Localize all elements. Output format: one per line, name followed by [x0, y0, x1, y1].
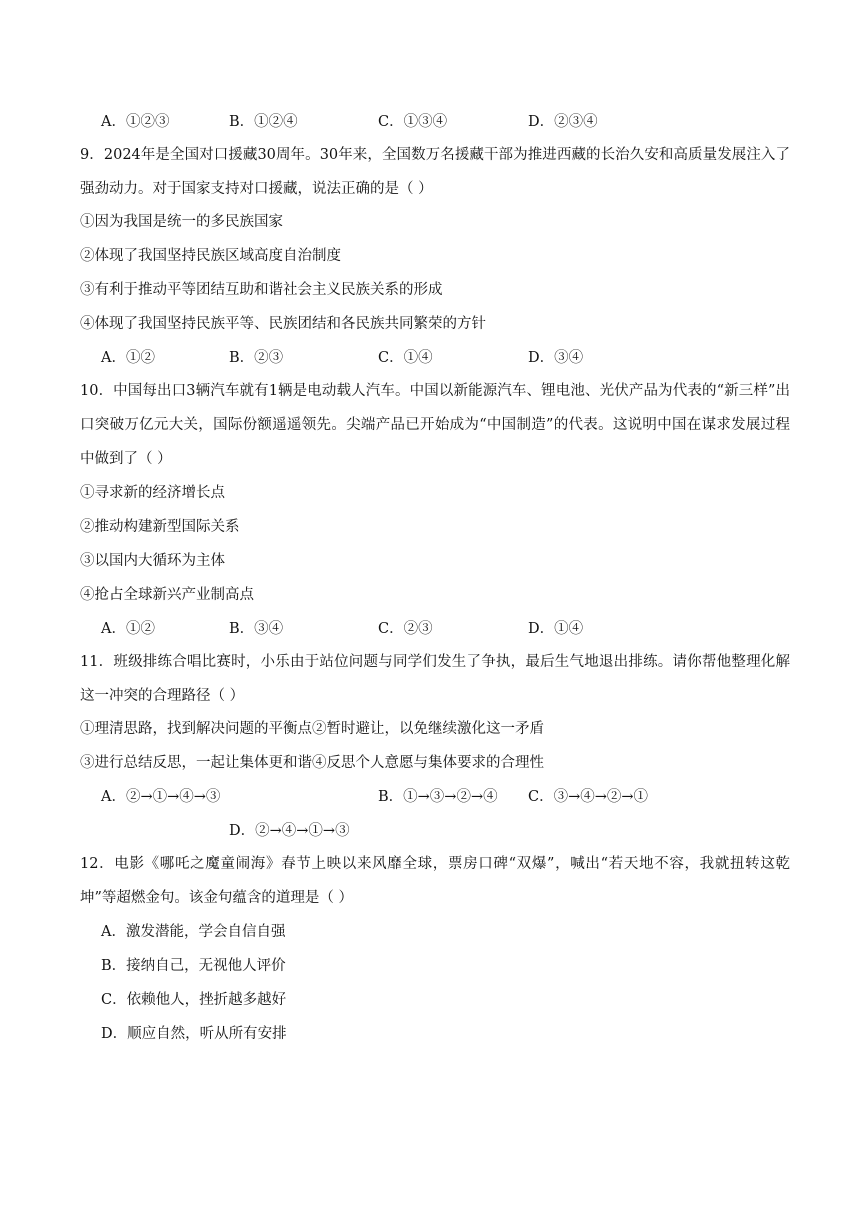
q11-item-line-1: ①理清思路，找到解决问题的平衡点②暂时避让，以免继续激化这一矛盾: [80, 721, 544, 737]
q11-option-d: D．②→④→①→③: [229, 823, 350, 839]
q12-option-a: A．激发潜能，学会自信自强: [101, 924, 286, 940]
q8-option-b: B．①②④: [229, 114, 298, 130]
q12-option-d: D．顺应自然，听从所有安排: [101, 1026, 287, 1042]
q11-item-line-2: ③进行总结反思，一起让集体更和谐④反思个人意愿与集体要求的合理性: [80, 755, 544, 771]
q9-item-2: ②体现了我国坚持民族区域高度自治制度: [80, 248, 341, 264]
q12-option-c: C．依赖他人，挫折越多越好: [101, 992, 287, 1008]
q10-option-b: B．③④: [229, 621, 284, 637]
q10-item-4: ④抢占全球新兴产业制高点: [80, 587, 254, 603]
q11-option-c: C．③→④→②→①: [528, 789, 649, 805]
q9-item-3: ③有利于推动平等团结互助和谐社会主义民族关系的形成: [80, 282, 443, 298]
q10-item-1: ①寻求新的经济增长点: [80, 485, 225, 501]
q12-stem: 12．电影《哪吒之魔童闹海》春节上映以来风靡全球，票房口碑“双爆”，喊出“若天地不容，我就扭转这乾坤”等超燃金句。该金句蕴含的道理是（ ）: [80, 856, 790, 906]
q9-stem: 9．2024年是全国对口援藏30周年。30年来，全国数万名援藏干部为推进西藏的长治久安和高质量发展注入了强劲动力。对于国家支持对口援藏，说法正确的是（ ）: [80, 147, 790, 197]
q9-option-b: B．②③: [229, 350, 284, 366]
q8-option-c: C．①③④: [378, 114, 448, 130]
q10-item-3: ③以国内大循环为主体: [80, 553, 225, 569]
q10-option-c: C．②③: [378, 621, 433, 637]
q10-option-d: D．①④: [528, 621, 584, 637]
q10-stem: 10．中国每出口3辆汽车就有1辆是电动载人汽车。中国以新能源汽车、锂电池、光伏产品为代表的“新三样”出口突破万亿元大关，国际份额遥遥领先。尖端产品已开始成为“中国制造”的代表。这说明中国在谋求发展过程中做到了（ ）: [80, 383, 790, 467]
q10-item-2: ②推动构建新型国际关系: [80, 519, 240, 535]
q10-option-a: A．①②: [101, 621, 155, 637]
q11-option-a: A．②→①→④→③: [101, 789, 221, 805]
q9-option-c: C．①④: [378, 350, 433, 366]
q9-option-a: A．①②: [101, 350, 155, 366]
q9-option-d: D．③④: [528, 350, 584, 366]
q11-stem: 11．班级排练合唱比赛时，小乐由于站位问题与同学们发生了争执，最后生气地退出排练。请你帮他整理化解这一冲突的合理路径（ ）: [80, 654, 790, 704]
q8-option-d: D．②③④: [528, 114, 598, 130]
q12-option-b: B．接纳自己，无视他人评价: [101, 958, 286, 974]
q11-option-b: B．①→③→②→④: [378, 789, 498, 805]
q9-item-4: ④体现了我国坚持民族平等、民族团结和各民族共同繁荣的方针: [80, 316, 486, 332]
q8-option-a: A．①②③: [101, 114, 170, 130]
q9-item-1: ①因为我国是统一的多民族国家: [80, 214, 283, 230]
